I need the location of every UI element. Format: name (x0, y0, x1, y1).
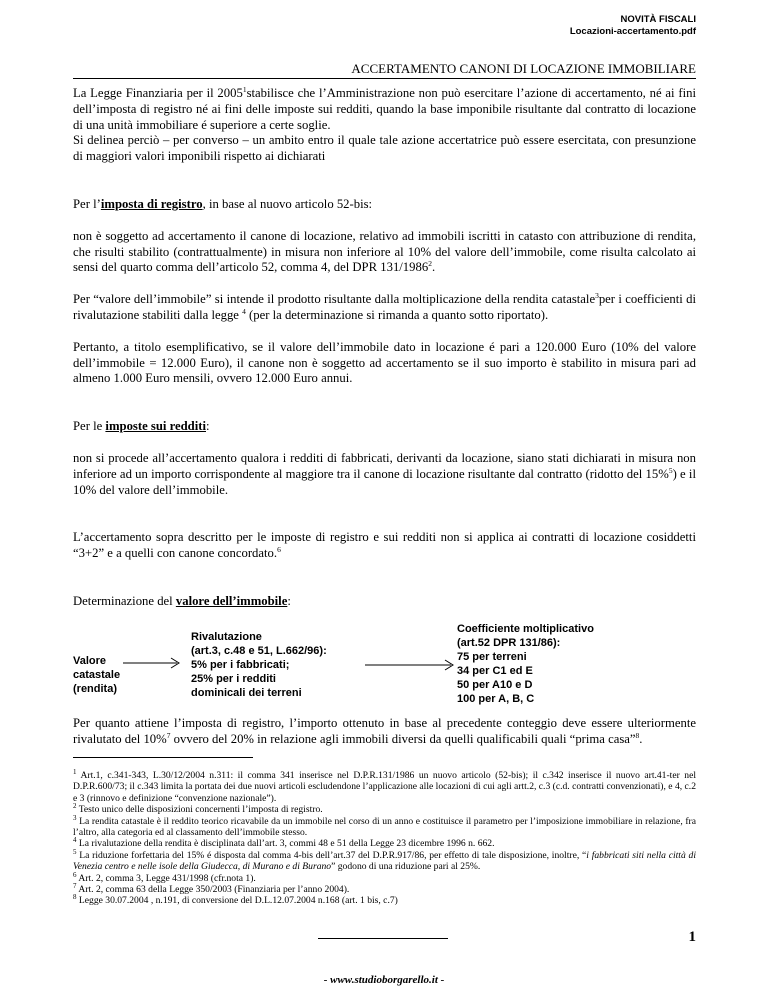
footer-divider (318, 938, 448, 939)
rivalutazione-box (191, 630, 327, 700)
registro-paragraph-3: Pertanto, a titolo esemplificativo, se il valore dell’immobile dato in locazione é pari a 120.000 Euro (10% del valore dell’immobile = 12.000 Euro), il canone non è soggetto ad accertamento se il suo importo è stabilito in misura pari ad almeno 1.000 Euro mensili, ovvero 12.000 Euro annui. (73, 339, 696, 386)
box-line: Coefficiente moltiplicativo (457, 622, 594, 635)
footnote-ref: 6 (277, 544, 281, 554)
box-line: 25% per i redditi (191, 672, 276, 685)
redditi-heading: Per le imposte sui redditi: (73, 419, 210, 434)
valore-catastale-box (73, 654, 120, 696)
registro-paragraph-1: non è soggetto ad accertamento il canone di locazione, relativo ad immobili iscritti in catasto con attribuzione di rendita, che risulti stabilito (contrattualmente) in misura non inferiore al 10% del valore dell’immobile, come risulta calcolato ai sensi del quarto comma dell’articolo 52, comma 4, del DPR 131/1986$^2$. (73, 228, 696, 275)
intro-paragraph-2: Si delinea perciò – per converso – un ambito entro il quale tale azione accertatrice può essere esercitata, con presunzione di maggiori valori imponibili rispetto ai dichiarati (73, 133, 696, 164)
box-line: Valore (73, 654, 107, 667)
footnote-ref: 8 (635, 730, 640, 740)
box-line: (art.52 DPR 131/86): (457, 636, 561, 649)
box-line: dominicali dei terreni (191, 686, 302, 699)
intro-paragraph-1: La Legge Finanziaria per il 2005$^1$stabilisce che l’Amministrazione non può esercitare l’azione di accertamento, né ai fini dell’imposta di registro né ai fini delle imposte sui redditi, quando la base imponibile risultante dal contratto di locazione di una unità immobiliare é superiore a certe soglie. (73, 84, 696, 132)
footnote-5: $^5$ La riduzione forfettaria del 15% é disposta dal comma 4-bis dell’art.37 del D.P.R.917/86, per effetto di tale disposizione, inoltre, “i fabbricati siti nella città di Venezia centro e nelle isole della Giudecca, di Murano e di Burano” godono di una riduzione pari al 25%. (73, 847, 696, 873)
arrow-right-icon (123, 656, 183, 670)
registro-heading: Per l’imposta di registro, in base al nuovo articolo 52-bis: (73, 196, 373, 211)
footnote-ref: 2 (428, 259, 432, 269)
footnotes (73, 767, 696, 907)
valore-flow-diagram (73, 616, 696, 716)
box-line: 75 per terreni (457, 650, 527, 663)
footnote-ref: 4 (242, 306, 246, 316)
box-line: catastale (73, 668, 121, 681)
box-line: 34 per C1 ed E (457, 664, 533, 677)
footnote-8: $^8$ Legge 30.07.2004 , n.191, di conversione del D.L.12.07.2004 n.168 (art. 1 bis, c.7) (73, 893, 398, 907)
box-line: 100 per A, B, C (457, 692, 535, 705)
footnote-6: $^6$ Art. 2, comma 3, Legge 431/1998 (cfr.nota 1). (73, 870, 256, 884)
box-line: 50 per A10 e D (457, 678, 533, 691)
page-number: 1 (688, 929, 696, 945)
header-category: NOVITÀ FISCALI (620, 14, 696, 25)
footnote-4: $^4$ La rivalutazione della rendita è disciplinata dall’art. 3, commi 48 e 51 della Legge 23 dicembre 1996 n. 662. (73, 836, 495, 850)
coefficiente-box (457, 622, 632, 706)
header-filename: Locazioni-accertamento.pdf (569, 26, 696, 37)
footnote-ref: 5 (668, 465, 673, 475)
nonapplica-paragraph: L’accertamento sopra descritto per le imposte di registro e sui redditi non si applica ai contratti di locazione cosiddetti “3+2” e a quelli con canone concordato.$^6$ (73, 530, 696, 561)
footnote-3: $^3$ La rendita catastale è il reddito teorico ricavabile da un immobile nel corso di un anno e costituisce il parametro per l’imposizione immobiliare in relazione, fra l’altro, alla categoria ed al classamento dell’immobile stesso. (73, 813, 696, 839)
footer-website: - www.studioborgarello.it - (323, 974, 445, 986)
footnote-ref: 3 (595, 290, 599, 300)
valore-heading: Determinazione del valore dell’immobile: (73, 593, 291, 608)
box-line: (art.3, c.48 e 51, L.662/96): (191, 644, 327, 657)
footnote-ref: 7 (166, 730, 171, 740)
document-body (73, 86, 696, 747)
footnote-1: $^1$ Art.1, c.341-343, L.30/12/2004 n.311: il comma 341 inserisce nel D.P.R.131/1986 un nuovo articolo (52-bis); il c.342 inserisce il nuovo art.41-ter nel D.P.R.600/73; il c.343 limita la portata dei due nuovi articoli escludendone l’applicazione alle locazioni di cui agli artt.2, c.3 (c.d. contratti convenzionati), e 4, c.2 e 3 (rinnovo e definizione “convenzione nazionale”). (73, 767, 696, 804)
document-title: ACCERTAMENTO CANONI DI LOCAZIONE IMMOBILIARE (73, 61, 696, 79)
footnote-divider (73, 757, 253, 758)
arrow-right-icon (365, 658, 457, 672)
ulteriore-paragraph: Per quanto attiene l’imposta di registro, l’importo ottenuto in base al precedente conteggio deve essere ulteriormente rivalutato del 10%$^7$ ovvero del 20% in relazione agli immobili diversi da quelli qualificabili quali “prima casa”$^8$. (73, 715, 696, 746)
footnote-ref: 1 (242, 84, 247, 94)
box-line: (rendita) (73, 682, 117, 695)
footnote-7: $^7$ Art. 2, comma 63 della Legge 350/2003 (Finanziaria per l’anno 2004). (73, 881, 350, 896)
box-line: 5% per i fabbricati; (191, 658, 290, 671)
registro-paragraph-2: Per “valore dell’immobile” si intende il prodotto risultante dalla moltiplicazione della rendita catastale$^3$per i coefficienti di rivalutazione stabiliti dalla legge $^4$ (per la determinazione si rimanda a quanto sotto riportato). (73, 290, 696, 322)
box-line: Rivalutazione (191, 630, 262, 643)
footnote-2: $^2$ Testo unico delle disposizioni concernenti l’imposta di registro. (73, 802, 323, 816)
page-header (570, 14, 696, 38)
redditi-paragraph-1: non si procede all’accertamento qualora i redditi di fabbricati, derivanti da locazione, siano stati dichiarati in misura non inferiore ad un importo corrispondente al maggiore tra il canone di locazione risultante dal contratto (ridotto del 15%$^5$) e il 10% del valore dell’immobile. (73, 450, 696, 497)
